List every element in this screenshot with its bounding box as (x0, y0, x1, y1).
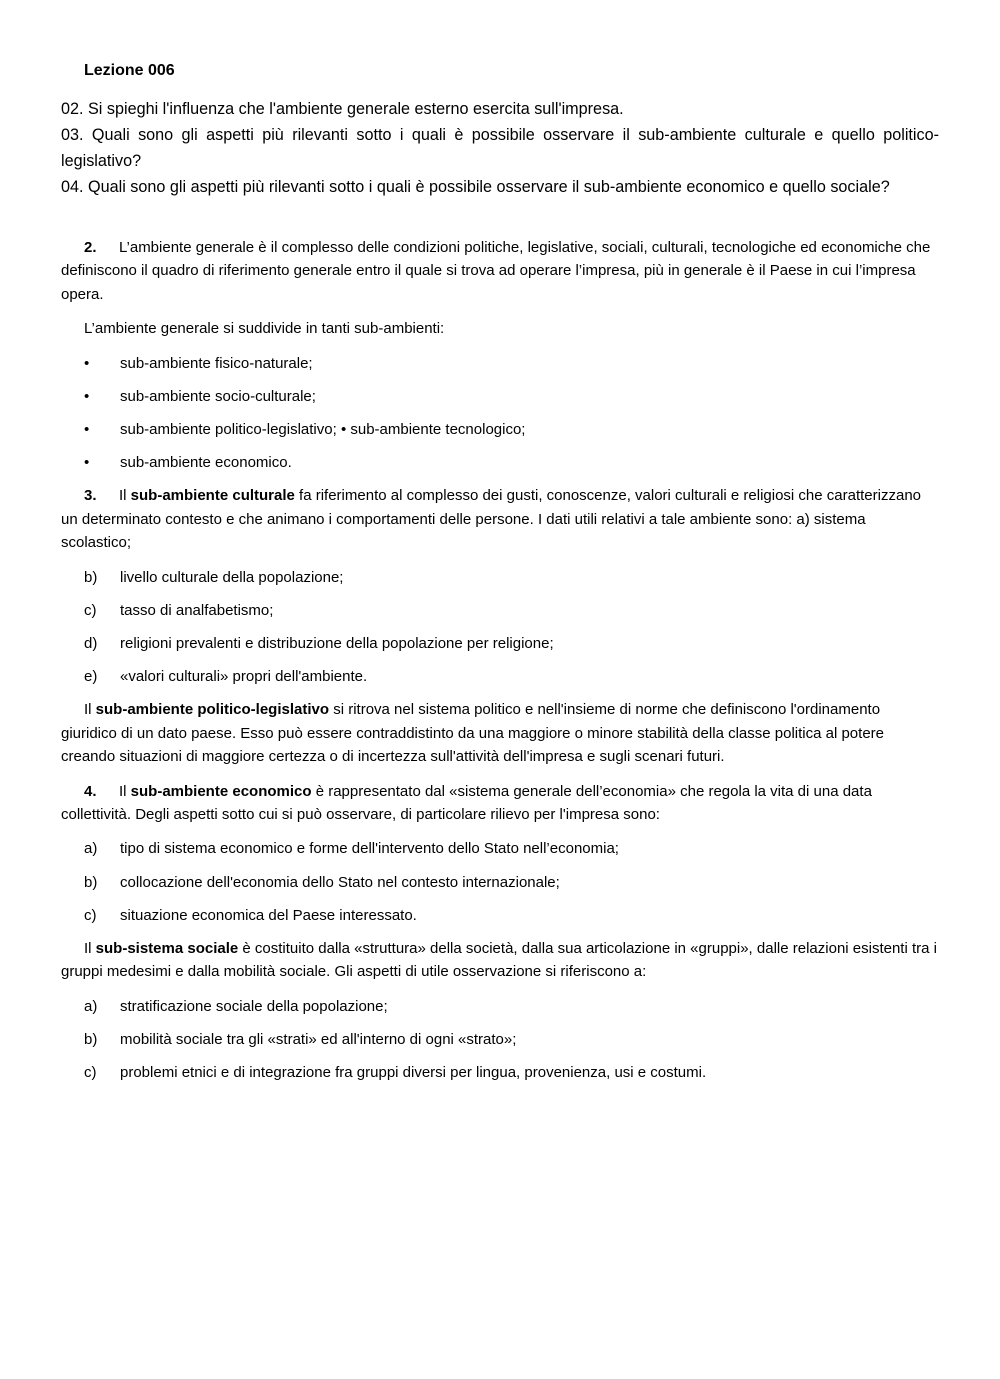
political-text: si ritrova nel sistema politico e nell'insieme di norme che definiscono l'ordinamento giuridico di un dato paese. Esso può essere contraddistinto da una maggiore o minore stabilità della classe politica al potere creando situazioni di maggiore certezza o di incertezza sull'attività dell'impresa e sugli scenari futuri. (61, 701, 884, 766)
answer-4-number: 4. (84, 782, 97, 800)
list-item-text: «valori culturali» propri dell'ambiente. (120, 668, 368, 686)
list-label: b) (84, 1030, 98, 1048)
answer-3-number: 3. (84, 487, 97, 505)
list-label: c) (84, 906, 97, 924)
list-label: a) (84, 997, 98, 1015)
list-item-text: stratificazione sociale della popolazione; (120, 997, 388, 1015)
answer-3-text: fa riferimento al complesso dei gusti, conoscenze, valori culturali e religiosi che caratterizzano un determinato contesto e che animano i comportamenti delle persone. I dati utili relativi a tale ambiente sono: a) sistema scolastico; (61, 487, 922, 552)
questions-block (61, 96, 939, 200)
list-item-text: tasso di analfabetismo; (120, 601, 274, 619)
list-item-text: collocazione dell'economia dello Stato nel contesto internazionale; (120, 873, 560, 891)
list-item (61, 871, 939, 893)
bullet-marker: • (84, 421, 90, 438)
list-item-text: sub-ambiente fisico-naturale; (120, 354, 313, 372)
answer-3-paragraph (61, 484, 939, 554)
list-item (61, 418, 939, 440)
question-02: 02. Si spieghi l'influenza che l'ambiente generale esterno esercita sull'impresa. (61, 100, 624, 118)
answer-3-term: sub-ambiente culturale (130, 487, 295, 505)
bullet-marker: • (84, 387, 90, 405)
list-label: b) (84, 568, 98, 586)
answer-4-social-paragraph (61, 937, 939, 984)
list-item-text: problemi etnici e di integrazione fra gruppi diversi per lingua, provenienza, usi e costumi. (120, 1064, 707, 1082)
list-item (61, 995, 939, 1017)
answer-4-paragraph (61, 780, 939, 827)
list-item (61, 451, 939, 473)
list-item-text: situazione economica del Paese interessato. (120, 906, 417, 924)
list-item-text: livello culturale della popolazione; (120, 568, 344, 586)
list-item (61, 837, 939, 859)
list-label: d) (84, 634, 98, 652)
answer-2-intro: L’ambiente generale si suddivide in tanti sub-ambienti: (84, 320, 445, 338)
answer-3-political-paragraph (61, 698, 939, 768)
answer-4-prefix: Il (119, 782, 131, 800)
list-label: c) (84, 601, 97, 619)
bullet-marker: • (84, 354, 90, 372)
answer-2-text: L’ambiente generale è il complesso delle condizioni politiche, legislative, sociali, culturali, tecnologiche ed economiche che definiscono il quadro di riferimento generale entro il quale si trova ad operare l’impresa, più in generale è il Paese in cui l’impresa opera. (61, 239, 931, 303)
list-item (61, 566, 939, 588)
answer-4-term: sub-ambiente economico (130, 782, 312, 800)
list-item-text: sub-ambiente socio-culturale; (120, 387, 316, 405)
list-label: e) (84, 668, 98, 686)
list-item-text: religioni prevalenti e distribuzione della popolazione per religione; (120, 634, 554, 652)
list-item-text: sub-ambiente economico. (120, 454, 292, 472)
list-item-text: tipo di sistema economico e forme dell'intervento dello Stato nell’economia; (120, 840, 619, 858)
list-item (61, 1028, 939, 1050)
answers-block (61, 236, 939, 1094)
list-item (61, 352, 939, 374)
list-label: c) (84, 1064, 97, 1082)
social-term: sub-sistema sociale (95, 939, 239, 957)
list-item (61, 385, 939, 407)
list-label: a) (84, 840, 98, 858)
bullet-marker: • (84, 454, 90, 472)
political-term: sub-ambiente politico-legislativo (95, 701, 330, 719)
question-03: 03. Quali sono gli aspetti più rilevanti sotto i quali è possibile osservare il sub-ambiente culturale e quello politico-legislativo? (61, 126, 939, 170)
answer-2-number: 2. (84, 239, 97, 256)
answer-2-paragraph (61, 236, 939, 306)
list-item (61, 632, 939, 654)
list-item-text: mobilità sociale tra gli «strati» ed all'interno di ogni «strato»; (120, 1030, 517, 1048)
list-item (61, 1061, 939, 1083)
list-item-text: sub-ambiente politico-legislativo; • sub-ambiente tecnologico; (120, 421, 526, 438)
question-04: 04. Quali sono gli aspetti più rilevanti sotto i quali è possibile osservare il sub-ambiente economico e quello sociale? (61, 178, 890, 196)
political-prefix: Il (84, 701, 96, 719)
list-item (61, 599, 939, 621)
list-item (61, 904, 939, 926)
answer-4-text: è rappresentato dal «sistema generale dell’economia» che regola la vita di una data collettività. Degli aspetti sotto cui si può osservare, di particolare rilievo per l'impresa sono: (61, 782, 872, 823)
list-item (61, 665, 939, 687)
list-label: b) (84, 873, 98, 891)
lesson-title: Lezione 006 (84, 62, 175, 79)
social-text: è costituito dalla «struttura» della società, dalla sua articolazione in «gruppi», dalle relazioni esistenti tra i gruppi medesimi e dalla mobilità sociale. Gli aspetti di utile osservazione si riferiscono a: (61, 939, 937, 981)
answer-3-prefix: Il (119, 487, 131, 505)
social-prefix: Il (84, 939, 96, 957)
